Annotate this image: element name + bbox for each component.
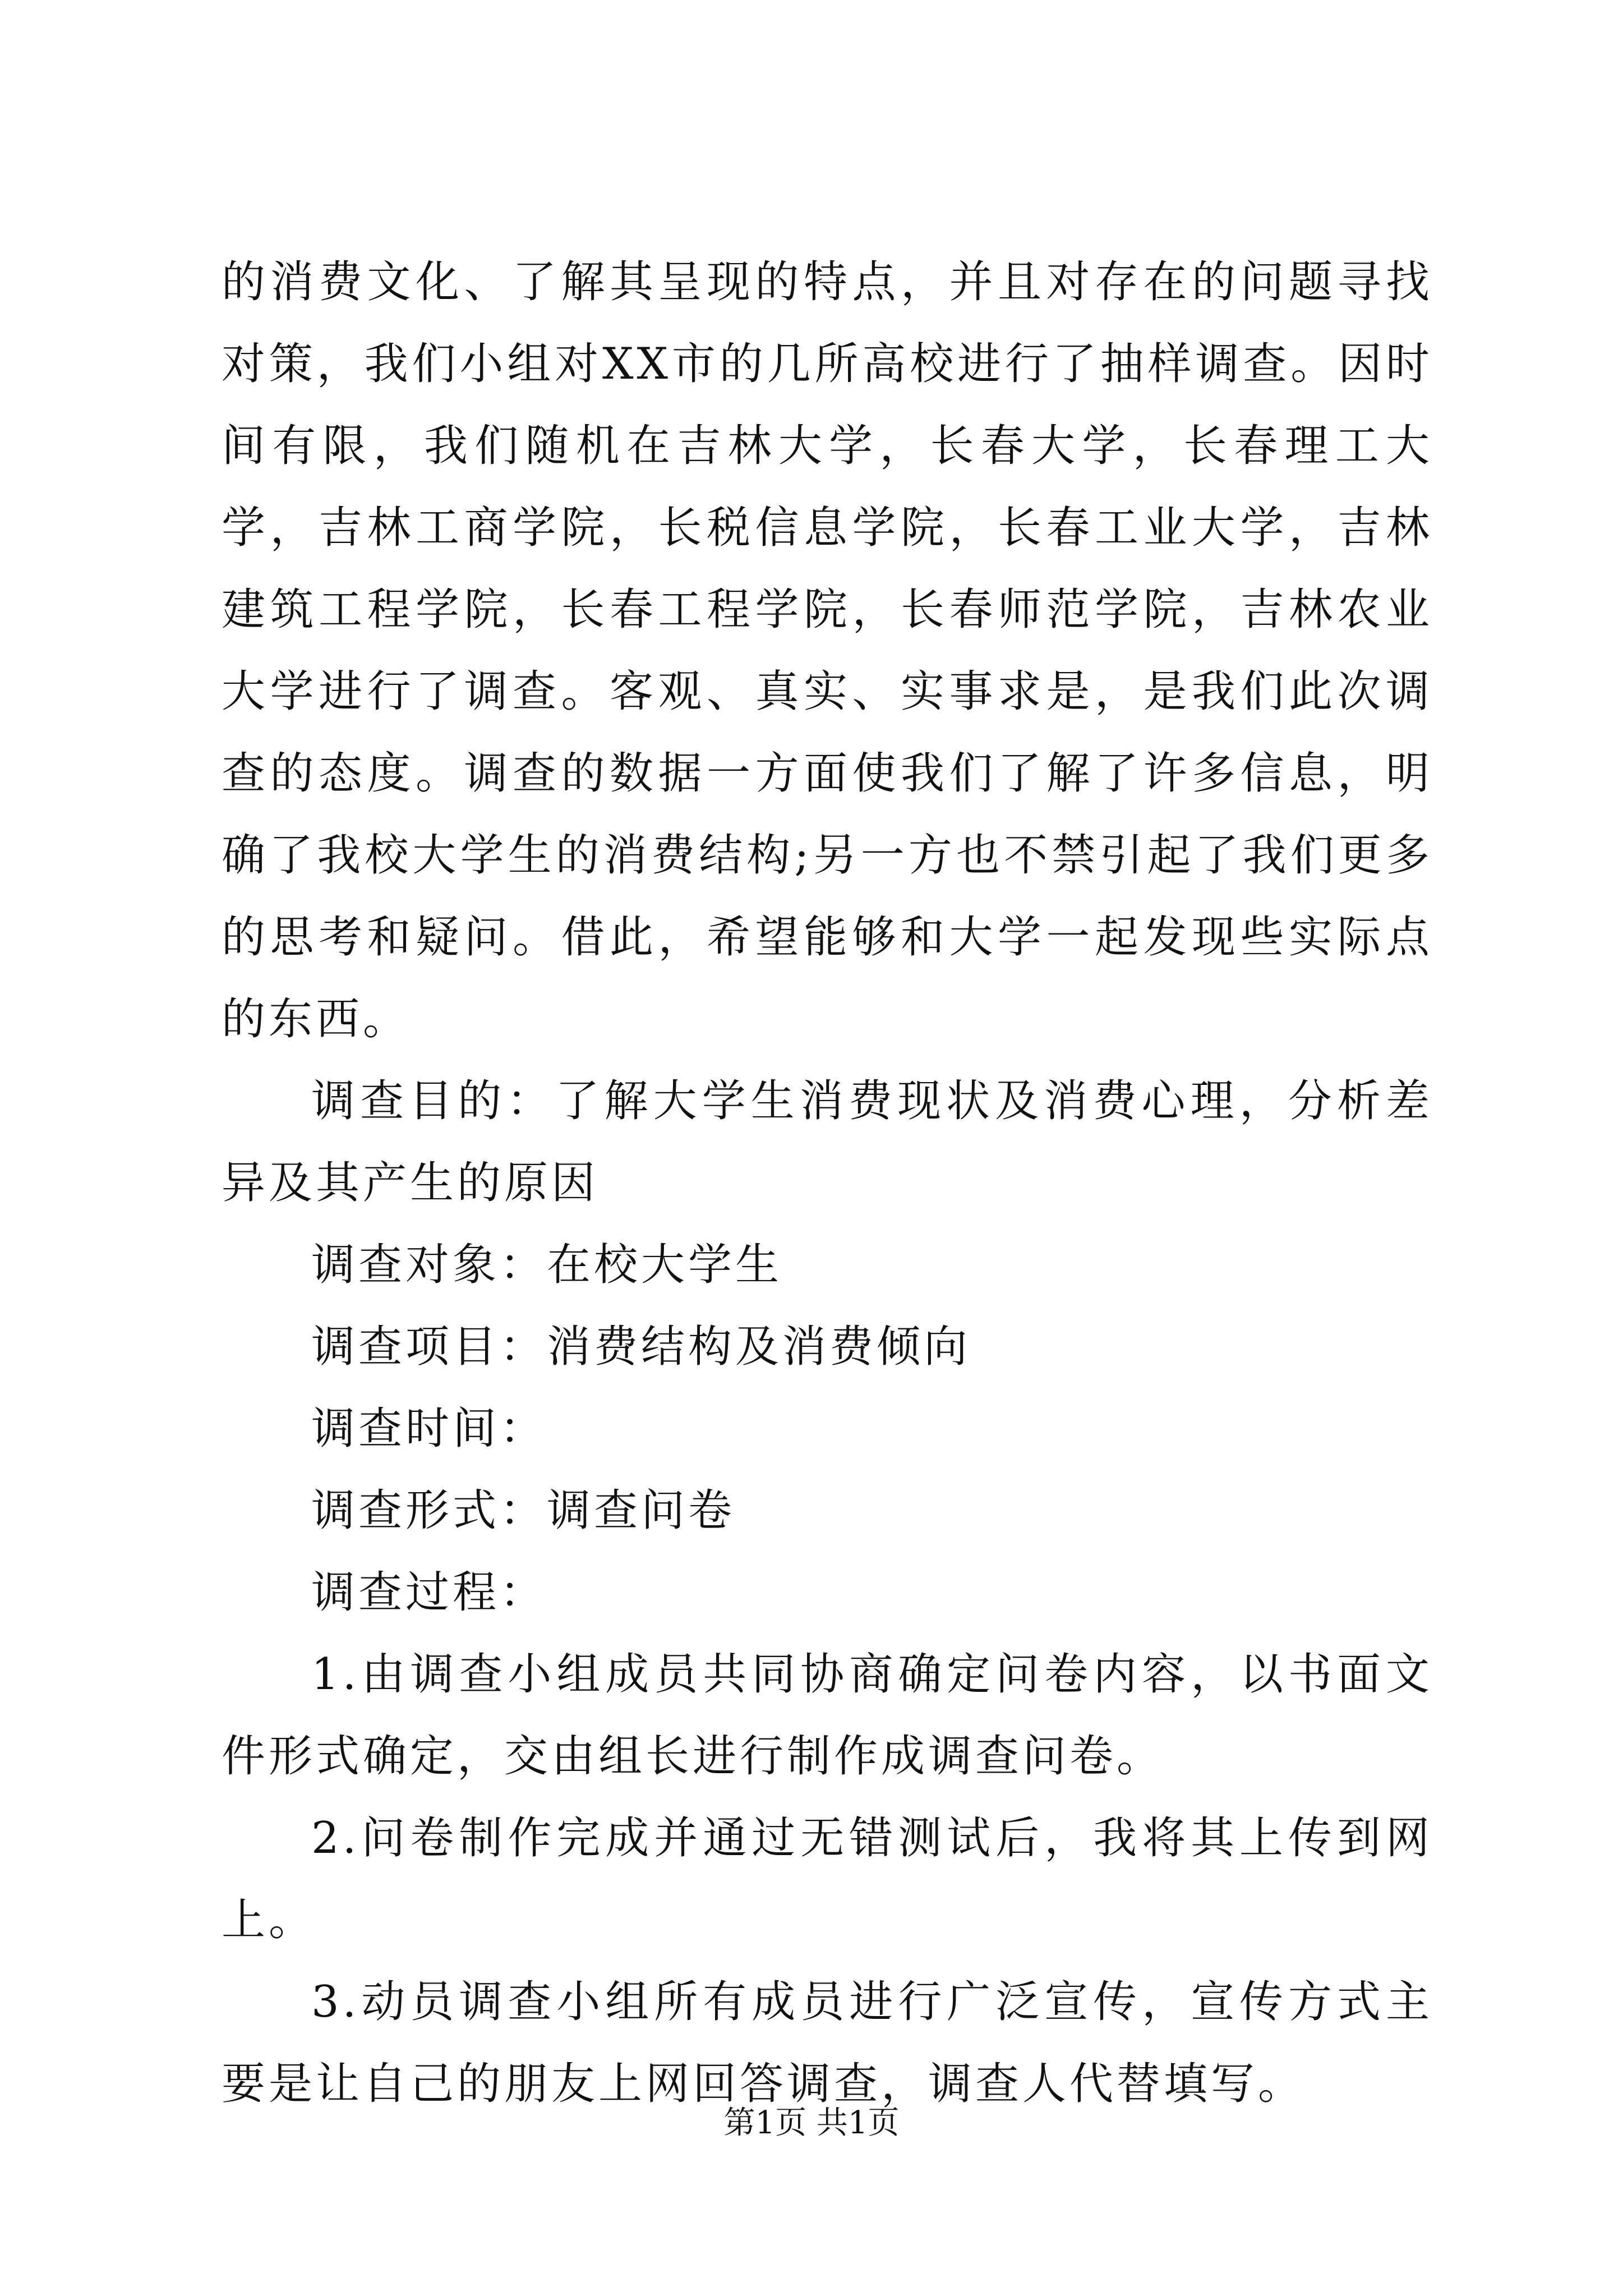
paragraph-survey-process: 调查过程：: [311, 1567, 547, 1618]
paragraph-survey-form: 调查形式：调查问卷: [311, 1485, 736, 1536]
document-body: [222, 241, 1433, 2125]
paragraph-survey-subject: 调查对象：在校大学生: [311, 1240, 783, 1290]
paragraph-survey-items: 调查项目：消费结构及消费倾向: [311, 1322, 971, 1372]
paragraph-step-1: 1.由调查小组成员共同协商确定问卷内容，以书面文件形式确定，交由组长进行制作成调查问卷。: [222, 1649, 1433, 1782]
paragraph-intro: 的消费文化、了解其呈现的特点，并且对存在的问题寻找对策，我们小组对XX市的几所高校进行了抽样调查。因时间有限，我们随机在吉林大学，长春大学，长春理工大学，吉林工商学院，长税信息学院，长春工业大学，吉林建筑工程学院，长春工程学院，长春师范学院，吉林农业大学进行了调查。客观、真实、实事求是，是我们此次调查的态度。调查的数据一方面使我们了解了许多信息，明确了我校大学生的消费结构;另一方也不禁引起了我们更多的思考和疑问。借此，希望能够和大学一起发现些实际点的东西。: [222, 257, 1433, 1045]
paragraph-survey-purpose: 调查目的：了解大学生消费现状及消费心理，分析差异及其产生的原因: [222, 1076, 1433, 1208]
paragraph-survey-time: 调查时间：: [311, 1404, 547, 1454]
page-footer: 第1页 共1页: [723, 2105, 900, 2141]
paragraph-step-3: 3.动员调查小组所有成员进行广泛宣传，宣传方式主要是让自己的朋友上网回答调查，调查人代替填写。: [222, 1977, 1433, 2109]
paragraph-step-2: 2.问卷制作完成并通过无错测试后，我将其上传到网上。: [222, 1813, 1433, 1945]
